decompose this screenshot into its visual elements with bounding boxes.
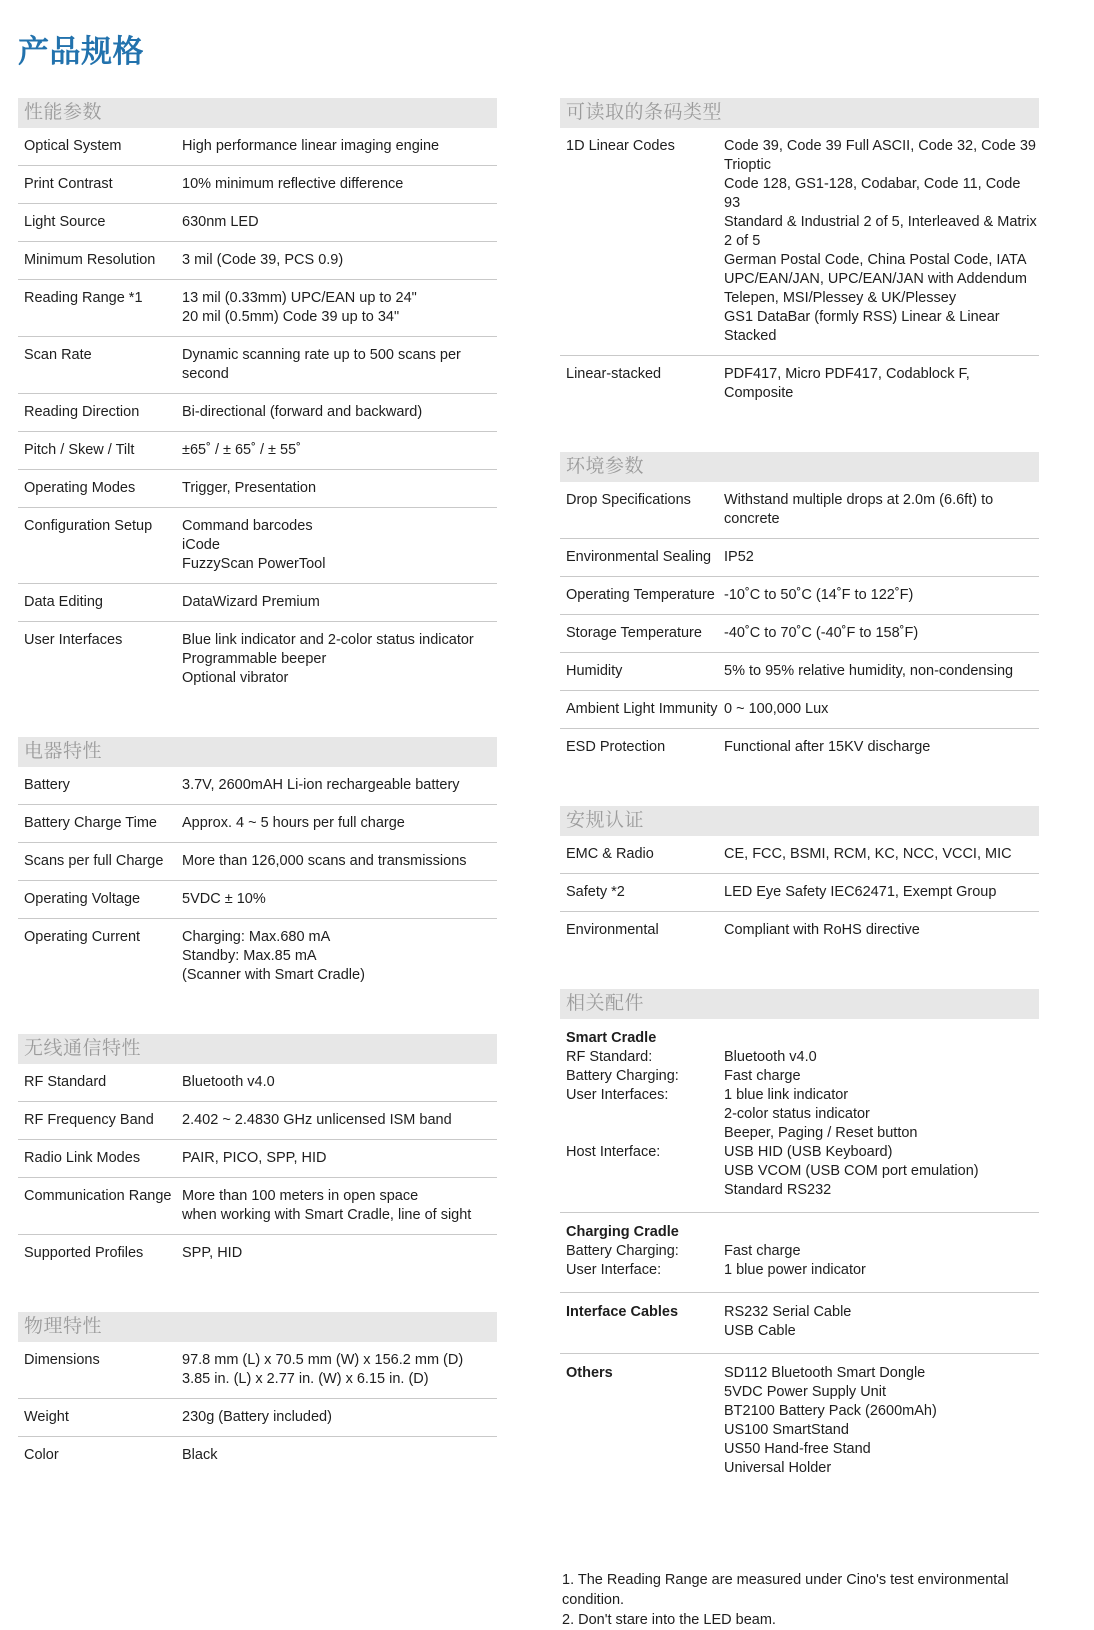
- spec-value: [182, 1149, 497, 1168]
- spec-row: [18, 280, 497, 337]
- spec-row: [18, 337, 497, 394]
- spec-row: [18, 432, 497, 470]
- accessory-block-title: Smart Cradle: [566, 1030, 657, 1046]
- spec-value: [182, 776, 497, 795]
- spec-table: [560, 128, 1039, 412]
- spec-value-line: 20 mil (0.5mm) Code 39 up to 34": [182, 309, 400, 325]
- spec-value-line: Programmable beeper: [182, 651, 327, 667]
- spec-row: [18, 1437, 497, 1474]
- spec-value: [182, 852, 497, 871]
- spec-label: EMC & Radio: [566, 846, 654, 862]
- section-heading-performance: 性能参数: [18, 98, 497, 128]
- section-wireless: [18, 1034, 497, 1272]
- spec-value-line: Fast charge: [724, 1243, 801, 1259]
- spec-label: RF Frequency Band: [24, 1112, 154, 1128]
- spec-label: Communication Range: [24, 1188, 172, 1204]
- spec-value: [182, 1446, 497, 1465]
- spec-row: [18, 767, 497, 805]
- spec-value-line: 0 ~ 100,000 Lux: [724, 701, 829, 717]
- spec-row: [560, 356, 1039, 412]
- spec-value: [182, 251, 497, 270]
- spec-row: [18, 584, 497, 622]
- spec-value-line: USB Cable: [724, 1323, 796, 1339]
- spec-value-line: 3.85 in. (L) x 2.77 in. (W) x 6.15 in. (D): [182, 1371, 429, 1387]
- spec-label: Environmental Sealing: [566, 549, 712, 565]
- spec-label: 1D Linear Codes: [566, 138, 675, 154]
- spec-value-line: Bluetooth v4.0: [724, 1049, 817, 1065]
- spec-value-line: SD112 Bluetooth Smart Dongle: [724, 1365, 926, 1381]
- spec-table: [18, 1064, 497, 1272]
- spec-row: [18, 242, 497, 280]
- accessory-block: [560, 1019, 1039, 1213]
- spec-label: Safety *2: [566, 884, 625, 900]
- spec-value-line: USB VCOM (USB COM port emulation): [724, 1163, 979, 1179]
- spec-row: [560, 653, 1039, 691]
- spec-value: [724, 662, 1039, 681]
- spec-row: [18, 166, 497, 204]
- spec-row: [560, 729, 1039, 766]
- spec-value-line: 5% to 95% relative humidity, non-condensing: [724, 663, 1014, 679]
- spec-value-line: Compliant with RoHS directive: [724, 922, 920, 938]
- spec-label: Color: [24, 1447, 59, 1463]
- spec-table: [560, 836, 1039, 949]
- spec-value-line: High performance linear imaging engine: [182, 138, 440, 154]
- spec-value-line: Trigger, Presentation: [182, 480, 317, 496]
- spec-value: [182, 1351, 497, 1389]
- spec-value: [724, 1303, 1039, 1341]
- spec-value-line: More than 126,000 scans and transmissions: [182, 853, 467, 869]
- spec-label: Operating Modes: [24, 480, 136, 496]
- spec-value: [182, 1408, 497, 1427]
- spec-value: [724, 1261, 1039, 1280]
- spec-value: [724, 491, 1039, 529]
- spec-value-line: ±65˚ / ± 65˚ / ± 55˚: [182, 442, 301, 458]
- spec-value: [724, 624, 1039, 643]
- spec-value-line: 5VDC ± 10%: [182, 891, 266, 907]
- spec-label: User Interface:: [566, 1262, 662, 1278]
- spec-value-line: Standard & Industrial 2 of 5, Interleaved & Matrix 2 of 5: [724, 214, 1037, 249]
- spec-row: [18, 508, 497, 584]
- spec-value-line: 13 mil (0.33mm) UPC/EAN up to 24": [182, 290, 417, 306]
- spec-row: [18, 394, 497, 432]
- spec-label: Operating Voltage: [24, 891, 141, 907]
- spec-row: [560, 1048, 1039, 1067]
- spec-row: [560, 1303, 1039, 1341]
- right-column: [560, 98, 1039, 1630]
- spec-row: [18, 204, 497, 242]
- spec-value: [724, 548, 1039, 567]
- spec-row: [560, 128, 1039, 356]
- spec-label: Radio Link Modes: [24, 1150, 141, 1166]
- spec-value-line: CE, FCC, BSMI, RCM, KC, NCC, VCCI, MIC: [724, 846, 1012, 862]
- spec-value: [724, 137, 1039, 346]
- spec-row: [560, 836, 1039, 874]
- spec-value-line: Charging: Max.680 mA: [182, 929, 331, 945]
- spec-label: RF Standard: [24, 1074, 107, 1090]
- spec-value-line: Telepen, MSI/Plessey & UK/Plessey: [724, 290, 957, 306]
- spec-value-line: 5VDC Power Supply Unit: [724, 1384, 886, 1400]
- spec-row: [560, 1086, 1039, 1143]
- spec-label: Humidity: [566, 663, 623, 679]
- spec-row: [18, 1140, 497, 1178]
- spec-label: Interface Cables: [566, 1304, 679, 1320]
- spec-label: ESD Protection: [566, 739, 666, 755]
- spec-row: [560, 482, 1039, 539]
- spec-value: [724, 738, 1039, 757]
- spec-label: Storage Temperature: [566, 625, 702, 641]
- spec-value: [182, 631, 497, 688]
- spec-label: Battery: [24, 777, 70, 793]
- spec-value-line: Code 128, GS1-128, Codabar, Code 11, Code 93: [724, 176, 1021, 211]
- spec-value-line: 97.8 mm (L) x 70.5 mm (W) x 156.2 mm (D): [182, 1352, 464, 1368]
- spec-value: [724, 845, 1039, 864]
- spec-row: [560, 691, 1039, 729]
- spec-row: [18, 1064, 497, 1102]
- spec-value-line: -40˚C to 70˚C (-40˚F to 158˚F): [724, 625, 919, 641]
- spec-value-line: BT2100 Battery Pack (2600mAh): [724, 1403, 937, 1419]
- spec-value-line: Universal Holder: [724, 1460, 832, 1476]
- spec-label: Ambient Light Immunity: [566, 701, 718, 717]
- spec-value-line: Standard RS232: [724, 1182, 832, 1198]
- spec-value-line: Approx. 4 ~ 5 hours per full charge: [182, 815, 405, 831]
- spec-value-line: Fast charge: [724, 1068, 801, 1084]
- spec-label: Battery Charging:: [566, 1068, 679, 1084]
- spec-label: Others: [566, 1365, 613, 1381]
- spec-value-line: US50 Hand-free Stand: [724, 1441, 871, 1457]
- spec-row: [560, 1067, 1039, 1086]
- section-heading-barcode-types: 可读取的条码类型: [560, 98, 1039, 128]
- spec-value-line: Blue link indicator and 2-color status indicator: [182, 632, 474, 648]
- spec-row: [560, 615, 1039, 653]
- spec-row: [18, 1399, 497, 1437]
- spec-row: [18, 881, 497, 919]
- spec-row: [18, 1178, 497, 1235]
- spec-label: Operating Temperature: [566, 587, 715, 603]
- spec-value-line: More than 100 meters in open space: [182, 1188, 419, 1204]
- spec-label: Operating Current: [24, 929, 141, 945]
- spec-value-line: PDF417, Micro PDF417, Codablock F, Composite: [724, 366, 970, 401]
- spec-value-line: 230g (Battery included): [182, 1409, 332, 1425]
- footnote: 2. Don't stare into the LED beam.: [562, 1612, 776, 1628]
- spec-value-line: 2-color status indicator: [724, 1106, 870, 1122]
- spec-value: [182, 1187, 497, 1225]
- spec-value: [182, 1244, 497, 1263]
- spec-label: Environmental: [566, 922, 659, 938]
- spec-label: Supported Profiles: [24, 1245, 144, 1261]
- spec-row: [560, 874, 1039, 912]
- spec-value-line: -10˚C to 50˚C (14˚F to 122˚F): [724, 587, 914, 603]
- spec-label: RF Standard:: [566, 1049, 653, 1065]
- spec-value: [724, 700, 1039, 719]
- spec-value: [724, 1143, 1039, 1200]
- spec-value-line: Withstand multiple drops at 2.0m (6.6ft) to concrete: [724, 492, 994, 527]
- spec-value-line: Bi-directional (forward and backward): [182, 404, 423, 420]
- spec-label: Minimum Resolution: [24, 252, 156, 268]
- spec-value-line: Bluetooth v4.0: [182, 1074, 275, 1090]
- section-certifications: [560, 806, 1039, 949]
- spec-label: Reading Direction: [24, 404, 140, 420]
- spec-table: [18, 1342, 497, 1474]
- spec-value-line: DataWizard Premium: [182, 594, 320, 610]
- section-barcode-types: [560, 98, 1039, 412]
- spec-label: Battery Charge Time: [24, 815, 157, 831]
- spec-value-line: 630nm LED: [182, 214, 259, 230]
- spec-value-line: Command barcodes: [182, 518, 313, 534]
- spec-value: [182, 137, 497, 156]
- spec-value-line: GS1 DataBar (formly RSS) Linear & Linear Stacked: [724, 309, 1000, 344]
- spec-row: [18, 805, 497, 843]
- spec-row: [18, 470, 497, 508]
- spec-label: User Interfaces: [24, 632, 123, 648]
- spec-row: [18, 128, 497, 166]
- spec-value: [724, 586, 1039, 605]
- section-heading-accessories: 相关配件: [560, 989, 1039, 1019]
- spec-value: [182, 890, 497, 909]
- spec-row: [18, 1235, 497, 1272]
- spec-value: [182, 1111, 497, 1130]
- spec-row: [18, 843, 497, 881]
- spec-value-line: iCode: [182, 537, 220, 553]
- spec-label: Light Source: [24, 214, 106, 230]
- spec-value-line: 3.7V, 2600mAH Li-ion rechargeable battery: [182, 777, 460, 793]
- spec-value-line: Functional after 15KV discharge: [724, 739, 931, 755]
- spec-value: [724, 1086, 1039, 1143]
- spec-label: Data Editing: [24, 594, 103, 610]
- section-heading-physical: 物理特性: [18, 1312, 497, 1342]
- spec-table: [18, 128, 497, 697]
- spec-value: [182, 928, 497, 985]
- spec-label: Host Interface:: [566, 1144, 661, 1160]
- spec-value: [724, 883, 1039, 902]
- section-heading-electrical: 电器特性: [18, 737, 497, 767]
- section-environmental: [560, 452, 1039, 766]
- spec-value: [724, 1364, 1039, 1478]
- accessory-block: [560, 1354, 1039, 1490]
- section-physical: [18, 1312, 497, 1474]
- spec-label: Optical System: [24, 138, 122, 154]
- spec-value-line: FuzzyScan PowerTool: [182, 556, 326, 572]
- spec-label: Scans per full Charge: [24, 853, 164, 869]
- spec-value-line: Optional vibrator: [182, 670, 289, 686]
- spec-row: [18, 1342, 497, 1399]
- spec-value: [724, 365, 1039, 403]
- spec-value-line: Beeper, Paging / Reset button: [724, 1125, 918, 1141]
- two-column-layout: [18, 98, 1094, 1630]
- spec-value-line: USB HID (USB Keyboard): [724, 1144, 893, 1160]
- spec-value: [182, 441, 497, 460]
- spec-value: [724, 921, 1039, 940]
- spec-value-line: 1 blue link indicator: [724, 1087, 849, 1103]
- spec-row: [18, 1102, 497, 1140]
- spec-value: [182, 403, 497, 422]
- spec-label: Reading Range *1: [24, 290, 143, 306]
- spec-value-line: PAIR, PICO, SPP, HID: [182, 1150, 327, 1166]
- spec-value-line: US100 SmartStand: [724, 1422, 849, 1438]
- page-title: 产品规格: [18, 34, 144, 69]
- spec-value-line: 3 mil (Code 39, PCS 0.9): [182, 252, 344, 268]
- spec-value: [182, 517, 497, 574]
- spec-label: User Interfaces:: [566, 1087, 669, 1103]
- spec-row: [560, 1242, 1039, 1261]
- spec-value: [182, 346, 497, 384]
- section-performance: [18, 98, 497, 697]
- accessory-block: [560, 1293, 1039, 1354]
- spec-label: Print Contrast: [24, 176, 113, 192]
- spec-value-line: UPC/EAN/JAN, UPC/EAN/JAN with Addendum: [724, 271, 1027, 287]
- spec-value: [182, 213, 497, 232]
- spec-value: [182, 175, 497, 194]
- spec-value: [724, 1242, 1039, 1261]
- spec-label: Battery Charging:: [566, 1243, 679, 1259]
- left-column: [18, 98, 497, 1630]
- spec-row: [560, 1261, 1039, 1280]
- spec-value-line: Standby: Max.85 mA: [182, 948, 317, 964]
- spec-value: [182, 289, 497, 327]
- spec-table: [18, 767, 497, 994]
- spec-table: [560, 482, 1039, 766]
- spec-row: [18, 622, 497, 697]
- spec-label: Dimensions: [24, 1352, 100, 1368]
- spec-value-line: German Postal Code, China Postal Code, IATA: [724, 252, 1027, 268]
- spec-value-line: 10% minimum reflective difference: [182, 176, 404, 192]
- spec-value-line: IP52: [724, 549, 754, 565]
- spec-label: Drop Specifications: [566, 492, 691, 508]
- spec-value: [182, 1073, 497, 1092]
- spec-value-line: RS232 Serial Cable: [724, 1304, 852, 1320]
- spec-value: [182, 593, 497, 612]
- accessory-block-title: Charging Cradle: [566, 1224, 679, 1240]
- spec-value-line: 2.402 ~ 2.4830 GHz unlicensed ISM band: [182, 1112, 452, 1128]
- footnote: 1. The Reading Range are measured under Cino's test environmental condition.: [562, 1572, 1009, 1608]
- accessory-blocks: [560, 1019, 1039, 1490]
- spec-value-line: Code 39, Code 39 Full ASCII, Code 32, Code 39 Trioptic: [724, 138, 1036, 173]
- section-accessories: [560, 989, 1039, 1490]
- spec-label: Scan Rate: [24, 347, 92, 363]
- spec-value-line: (Scanner with Smart Cradle): [182, 967, 365, 983]
- spec-value: [182, 479, 497, 498]
- spec-value-line: LED Eye Safety IEC62471, Exempt Group: [724, 884, 997, 900]
- spec-value: [182, 814, 497, 833]
- spec-label: Pitch / Skew / Tilt: [24, 442, 135, 458]
- section-heading-certifications: 安规认证: [560, 806, 1039, 836]
- spec-row: [18, 919, 497, 994]
- spec-row: [560, 539, 1039, 577]
- spec-value: [724, 1048, 1039, 1067]
- accessory-block: [560, 1213, 1039, 1293]
- section-heading-environmental: 环境参数: [560, 452, 1039, 482]
- section-electrical: [18, 737, 497, 994]
- spec-row: [560, 912, 1039, 949]
- spec-value-line: SPP, HID: [182, 1245, 243, 1261]
- spec-value-line: Black: [182, 1447, 218, 1463]
- spec-row: [560, 577, 1039, 615]
- spec-value-line: 1 blue power indicator: [724, 1262, 866, 1278]
- spec-label: Weight: [24, 1409, 69, 1425]
- footnotes: [560, 1570, 1039, 1630]
- spec-label: Configuration Setup: [24, 518, 153, 534]
- spec-label: Linear-stacked: [566, 366, 662, 382]
- section-heading-wireless: 无线通信特性: [18, 1034, 497, 1064]
- spec-value-line: when working with Smart Cradle, line of sight: [182, 1207, 472, 1223]
- spec-row: [560, 1143, 1039, 1200]
- spec-value-line: Dynamic scanning rate up to 500 scans per second: [182, 347, 461, 382]
- spec-row: [560, 1364, 1039, 1478]
- spec-value: [724, 1067, 1039, 1086]
